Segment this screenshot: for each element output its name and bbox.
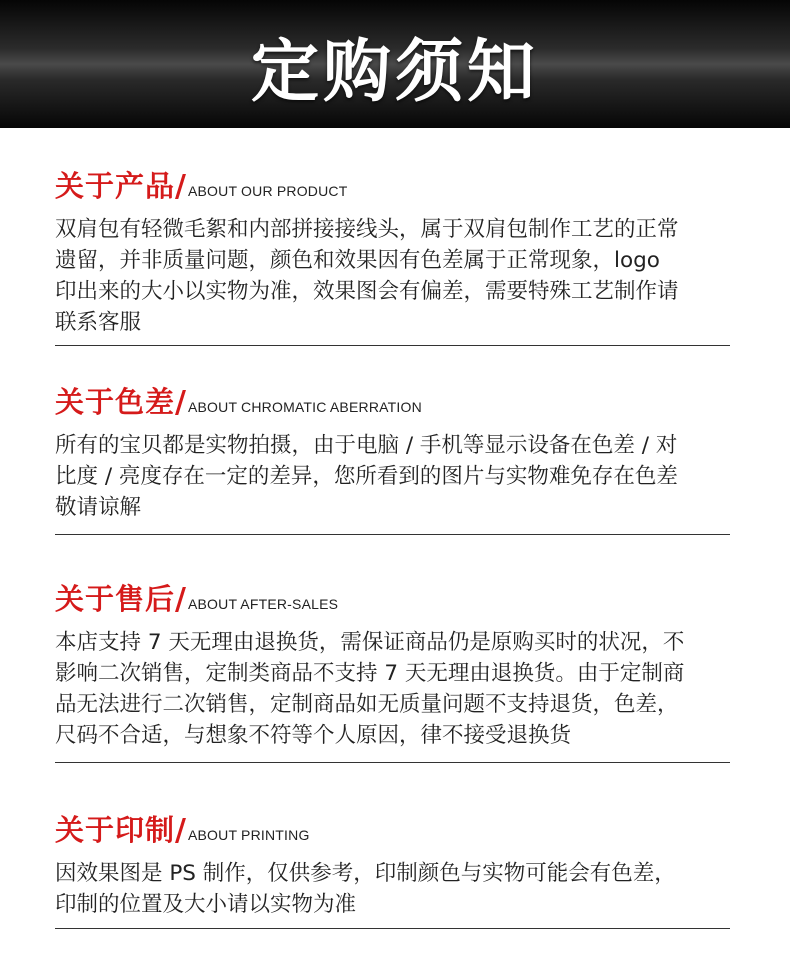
section-slash: / [175, 385, 186, 420]
section-heading [55, 164, 730, 204]
divider [55, 762, 730, 763]
section-subtitle: ABOUT AFTER-SALES [187, 596, 339, 612]
section-subtitle: ABOUT OUR PRODUCT [187, 183, 348, 199]
divider [55, 345, 730, 346]
body-line: 印制的位置及大小请以实物为准 [55, 892, 357, 917]
body-line: 所有的宝贝都是实物拍摄，由于电脑 / 手机等显示设备在色差 / 对 [55, 433, 678, 458]
section-title: 关于产品 [55, 169, 176, 203]
body-line: 比度 / 亮度存在一定的差异，您所看到的图片与实物难免存在色差 [55, 464, 678, 489]
body-line: 遗留，并非质量问题，颜色和效果因有色差属于正常现象，logo [55, 248, 660, 273]
section-body [55, 627, 730, 751]
section-subtitle: ABOUT CHROMATIC ABERRATION [187, 399, 422, 415]
section-about-product [55, 164, 730, 338]
section-body [55, 858, 730, 920]
body-line: 敬请谅解 [55, 495, 142, 520]
section-title: 关于印制 [55, 813, 176, 847]
body-line: 尺码不合适，与想象不符等个人原因，律不接受退换货 [55, 723, 572, 748]
body-line: 联系客服 [55, 310, 142, 335]
section-slash: / [175, 582, 186, 617]
section-heading [55, 380, 730, 420]
body-line: 因效果图是 PS 制作，仅供参考，印制颜色与实物可能会有色差， [55, 861, 676, 886]
body-line: 品无法进行二次销售，定制商品如无质量问题不支持退货，色差， [55, 692, 679, 717]
section-heading [55, 577, 730, 617]
section-body [55, 214, 730, 338]
page-title: 定购须知 [250, 32, 539, 112]
section-heading [55, 808, 730, 848]
section-about-after-sales [55, 577, 730, 751]
divider [55, 928, 730, 929]
section-title: 关于售后 [55, 582, 176, 616]
section-about-printing [55, 808, 730, 920]
section-about-chromatic-aberration [55, 380, 730, 523]
section-body [55, 430, 730, 523]
divider [55, 534, 730, 535]
body-line: 印出来的大小以实物为准，效果图会有偏差，需要特殊工艺制作请 [55, 279, 679, 304]
body-line: 本店支持 7 天无理由退换货，需保证商品仍是原购买时的状况，不 [55, 630, 685, 655]
section-slash: / [175, 169, 186, 204]
body-line: 影响二次销售，定制类商品不支持 7 天无理由退换货。由于定制商 [55, 661, 685, 686]
header-banner [0, 0, 790, 128]
body-line: 双肩包有轻微毛絮和内部拼接接线头，属于双肩包制作工艺的正常 [55, 217, 679, 242]
section-title: 关于色差 [55, 385, 176, 419]
section-slash: / [175, 813, 186, 848]
section-subtitle: ABOUT PRINTING [187, 827, 310, 843]
